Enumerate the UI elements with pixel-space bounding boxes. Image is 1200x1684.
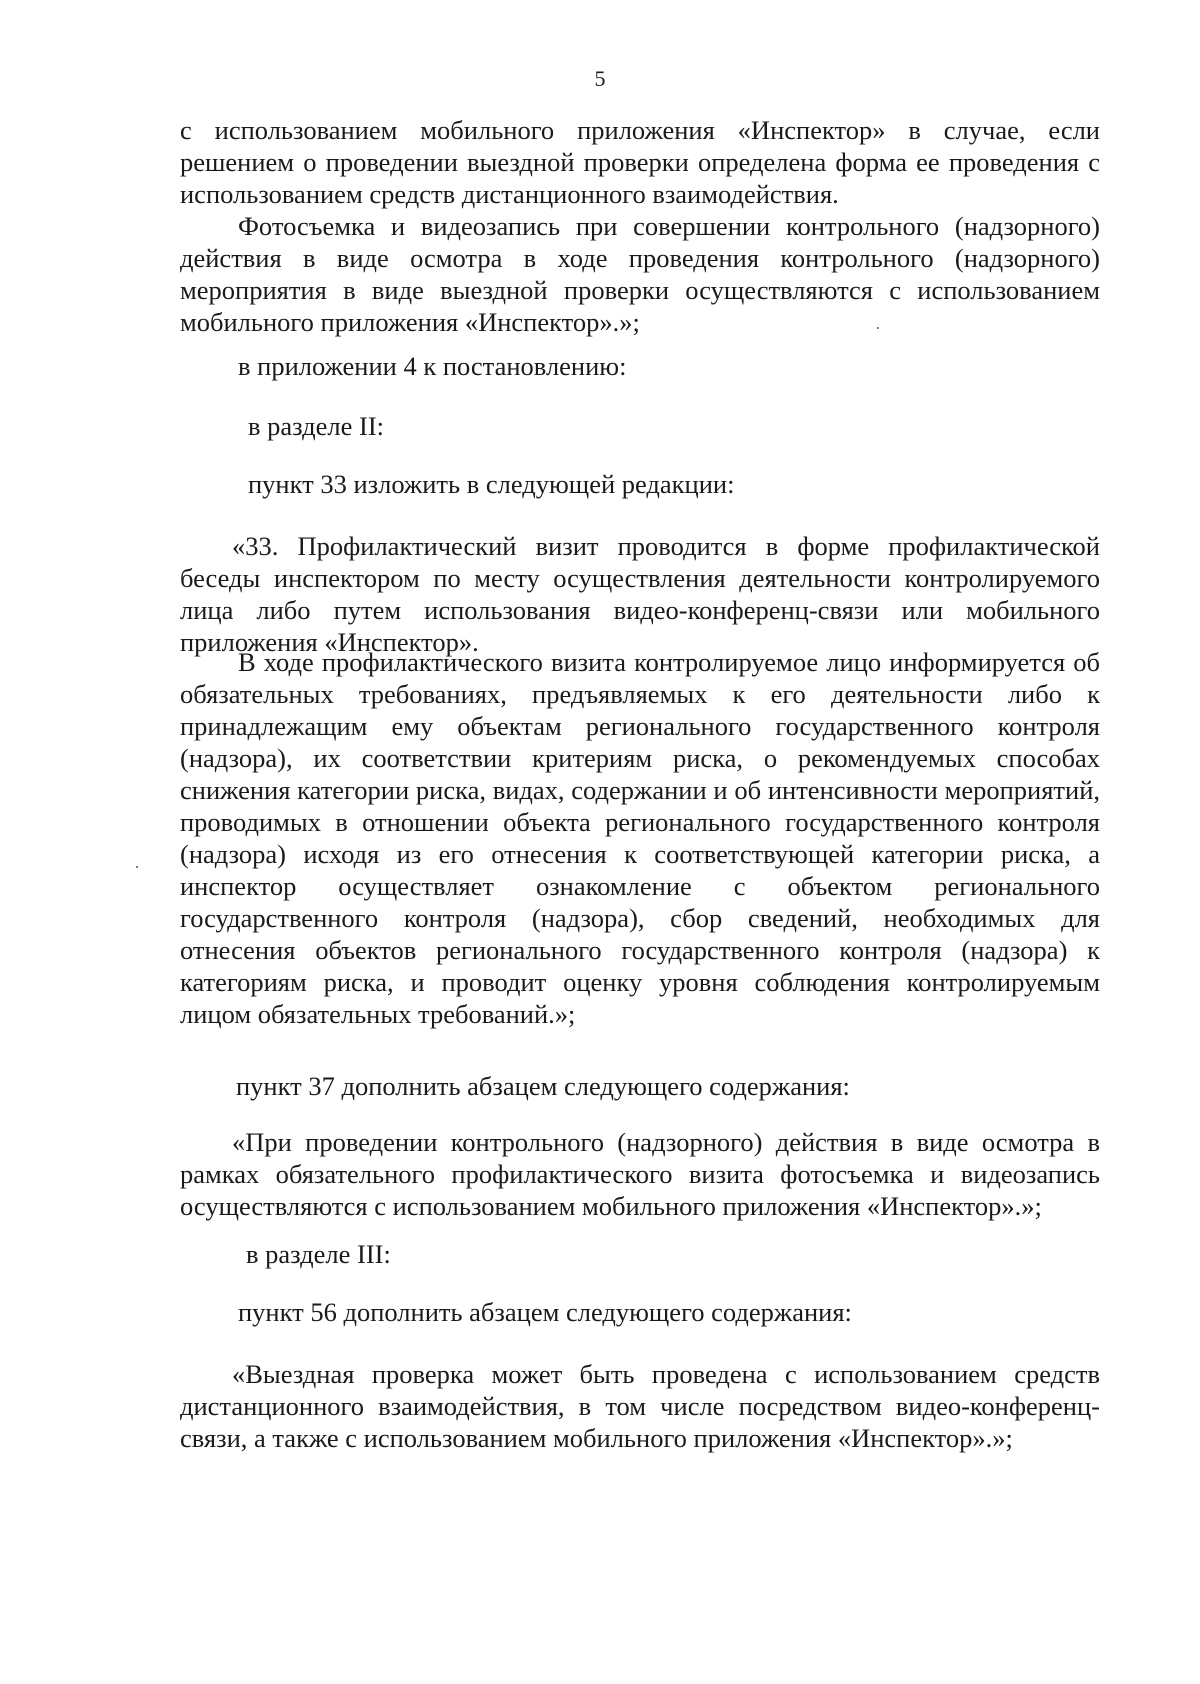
paragraph-photo-video: Фотосъемка и видеозапись при совершении контрольного (надзорного) действия в виде осмотра в ходе проведения контрольного (надзорного) мероприятия в виде выездной проверки осуществляются с использованием мобильного приложения «Инспектор».»;: [180, 211, 1100, 337]
instruction-item-56: пункт 56 дополнить абзацем следующего содержания:: [238, 1297, 852, 1327]
instruction-section-2: в разделе II:: [248, 411, 385, 441]
paragraph-continuation: с использованием мобильного приложения «Инспектор» в случае, если решением о проведении выездной проверки определена форма ее проведения с использованием средств дистанционного взаимодействия.: [180, 115, 1100, 209]
paragraph-item-33: «33. Профилактический визит проводится в форме профилактической беседы инспектором по месту осуществления деятельности контролируемого лица либо путем использования видео-конференц-связи или мобильного приложения «Инспектор».: [180, 531, 1100, 657]
paragraph-item-56: «Выездная проверка может быть проведена с использованием средств дистанционного взаимодействия, в том числе посредством видео-конференц-связи, а также с использованием мобильного приложения «Инспектор».»;: [180, 1359, 1100, 1453]
instruction-item-33: пункт 33 изложить в следующей редакции:: [248, 469, 735, 499]
paragraph-item-37: «При проведении контрольного (надзорного) действия в виде осмотра в рамках обязательного профилактического визита фотосъемка и видеозапись осуществляются с использованием мобильного приложения «Инспектор».»;: [180, 1127, 1100, 1221]
instruction-appendix-4: в приложении 4 к постановлению:: [238, 351, 627, 381]
scan-speck: [877, 327, 879, 329]
paragraph-visit-details: В ходе профилактического визита контролируемое лицо информируется об обязательных требованиях, предъявляемых к его деятельности либо к принадлежащим ему объектам регионального государственного контроля (надзора), их соответствии критериям риска, о рекомендуемых способах снижения категории риска, видах, содержании и об интенсивности мероприятий, проводимых в отношении объекта регионального государственного контроля (надзора) исходя из его отнесения к соответствующей категории риска, а инспектор осуществляет ознакомление с объектом регионального государственного контроля (надзора), сбор сведений, необходимых для отнесения объектов регионального государственного контроля (надзора) к категориям риска, и проводит оценку уровня соблюдения контролируемым лицом обязательных требований.»;: [180, 647, 1100, 1029]
page-number: 5: [594, 66, 606, 91]
scan-speck: [136, 866, 138, 868]
instruction-section-3: в разделе III:: [246, 1239, 391, 1269]
instruction-item-37: пункт 37 дополнить абзацем следующего содержания:: [236, 1071, 850, 1101]
